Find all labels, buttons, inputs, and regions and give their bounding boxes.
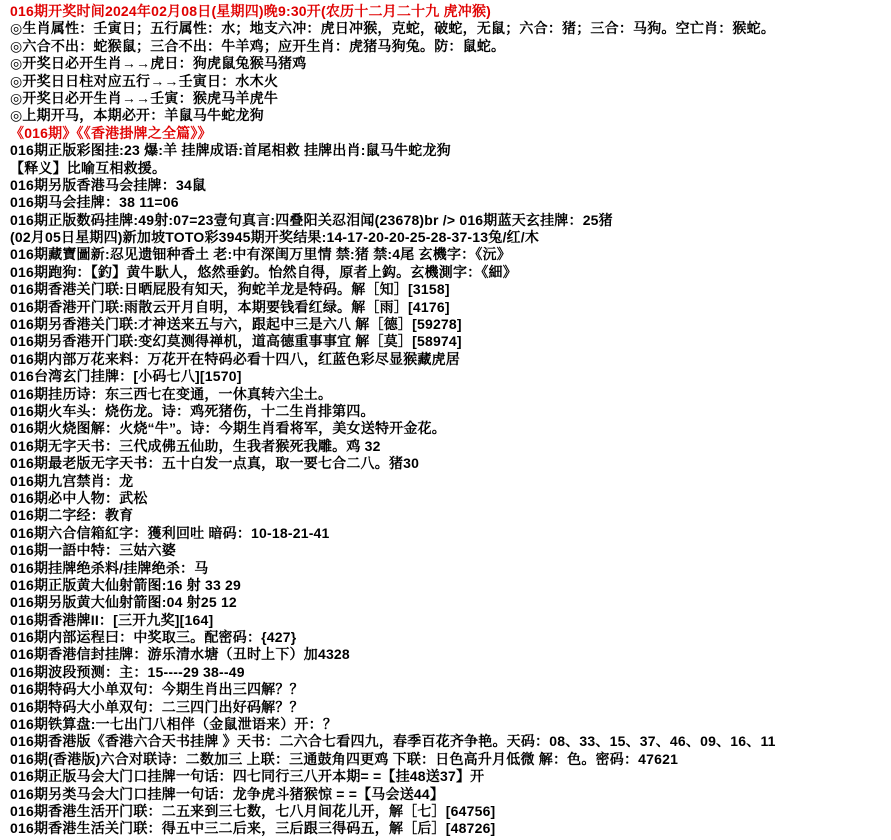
- text-line: 016期一語中特：三姑六婆: [10, 542, 176, 559]
- text-line: 016期正版彩图挂:23 爆:羊 挂牌成语:首尾相救 挂牌出肖:鼠马牛蛇龙狗: [10, 142, 451, 159]
- text-line: ◎开奖日必开生肖→→虎日：狗虎鼠兔猴马猪鸡: [10, 55, 307, 72]
- text-line: 016期(香港版)六合对联诗：二数加三 上联：三通鼓角四更鸡 下联：日色高升月低微 解：色。密码：47621: [10, 750, 679, 767]
- text-line: 016期火烧图解：火烧“牛”。诗：今期生肖看将军，美女送特开金花。: [10, 420, 446, 437]
- text-line: 016期正版数码挂牌:49射:07=23壹句真言:四叠阳关忍泪闻(23678)br /> 016期蓝天玄挂牌：25猪: [10, 211, 613, 228]
- page-title-line: 016期开奖时间2024年02月08日(星期四)晚9:30开(农历十二月二十九 虎冲猴): [10, 3, 492, 19]
- text-line: 016期内部万花来料：万花开在特码必看十四八，红蓝色彩尽显猴藏虎居: [10, 350, 460, 367]
- text-line: 016期无字天书：三代成佛五仙助，生我者猴死我雕。鸡 32: [10, 437, 381, 454]
- text-line: 016期特码大小单双句：二三四门出好码解？？: [10, 698, 304, 715]
- text-line: 016期挂牌绝杀料/挂牌绝杀：马: [10, 559, 209, 576]
- text-line: 016期另香港关门联:才神送来五与六，跟起中三是六八 解［德］[59278]: [10, 316, 462, 333]
- text-line: 【释义】比喻互相救援。: [10, 159, 167, 176]
- text-line: 016期特码大小单双句：今期生肖出三四解？？: [10, 681, 304, 698]
- text-line: ◎上期开马，本期必开：羊鼠马牛蛇龙狗: [10, 107, 264, 124]
- text-line: 016期香港版《香港六合天书挂牌 》天书：二六合七看四九，春季百花齐争艳。天码：08、33、15、37、46、09、16、11: [10, 733, 776, 750]
- text-line: 016期香港信封挂牌：游乐清水塘（丑时上下）加4328: [10, 646, 350, 663]
- text-line: 016期火车头：烧伤龙。诗：鸡死猪伤，十二生肖排第四。: [10, 402, 375, 419]
- text-line: 016期正版马会大门口挂牌一句话：四七同行三八开本期= =【挂48送37】开: [10, 768, 485, 785]
- text-line: ◎开奖日日柱对应五行→→壬寅日：水木火: [10, 72, 279, 89]
- text-line: 016期挂历诗：东三西七在变通，一休真转六尘土。: [10, 385, 333, 402]
- text-line: 016期另版香港马会挂牌：34鼠: [10, 176, 207, 193]
- text-line: 016期藏寶圖新:忍见遗钿种香土 老:中有深闺万里情 禁:猪 禁:4尾 玄機字：《沅》: [10, 246, 511, 263]
- text-line: 016期六合信箱紅字：獲利回吐 暗码：10-18-21-41: [10, 524, 330, 541]
- text-line: 016期铁算盘:一七出门八相伴（金鼠泄语来）开：？: [10, 716, 338, 733]
- text-line: 016期必中人物：武松: [10, 489, 148, 506]
- section-title-line: 《016期》《《香港掛牌之全篇》》: [10, 124, 212, 141]
- text-line: 016期九宫禁肖：龙: [10, 472, 134, 489]
- text-line: 016台湾玄门挂牌：[小码七八][1570]: [10, 368, 242, 385]
- text-line: ◎开奖日必开生肖→→壬寅：猴虎马羊虎牛: [10, 89, 279, 106]
- text-line: 016期跑狗：【釣】黄牛馱人，悠然垂釣。怡然自得，原者上鈎。玄機測字：《細》: [10, 263, 517, 280]
- text-line: 016期另类马会大门口挂牌一句话：龙争虎斗猪猴惊 = =【马会送44】: [10, 785, 445, 802]
- text-line: (02月05日星期四)新加坡TOTO彩3945期开奖结果:14-17-20-20-25-28-37-13兔/红/木: [10, 229, 540, 246]
- text-line: 016期香港生活关门联：得五中三二后来，三后跟三得码五，解［后］[48726]: [10, 820, 496, 837]
- text-line: 016期另版黄大仙射箭图:04 射25 12: [10, 594, 237, 611]
- text-line: 016期内部运程曰：中奖取三。配密码：{427}: [10, 629, 297, 646]
- text-line: ◎生肖属性：壬寅日；五行属性：水；地支六冲：虎日冲猴，克蛇，破蛇，无鼠；六合：猪；三合：马狗。空亡肖：猴蛇。: [10, 20, 776, 37]
- text-line: 016期正版黄大仙射箭图:16 射 33 29: [10, 576, 242, 593]
- text-line: 016期香港牌II：[三开九奖][164]: [10, 611, 214, 628]
- text-line: 016期香港关门联:日晒屁股有知天，狗蛇羊龙是特码。解［知］[3158]: [10, 281, 450, 298]
- text-line: 016期香港开门联:雨散云开月自明，本期要钱看红绿。解［雨］[4176]: [10, 298, 450, 315]
- text-line: ◎六合不出：蛇猴鼠；三合不出：牛羊鸡；应开生肖：虎猪马狗兔。防：鼠蛇。: [10, 37, 506, 54]
- text-line: 016期另香港开门联:变幻莫测得禅机，道高德重事事宜 解［莫］[58974]: [10, 333, 462, 350]
- text-line: 016期香港生活开门联：二五来到三七数，七八月间花儿开，解［七］[64756]: [10, 802, 496, 819]
- text-line: 016期马会挂牌：38 11=06: [10, 194, 179, 211]
- text-line: 016期最老版无字天书：五十白发一点真，取一要七合二八。猪30: [10, 455, 420, 472]
- text-line: 016期二字经：教育: [10, 507, 134, 524]
- text-line: 016期波段预测：主：15----29 38--49: [10, 663, 245, 680]
